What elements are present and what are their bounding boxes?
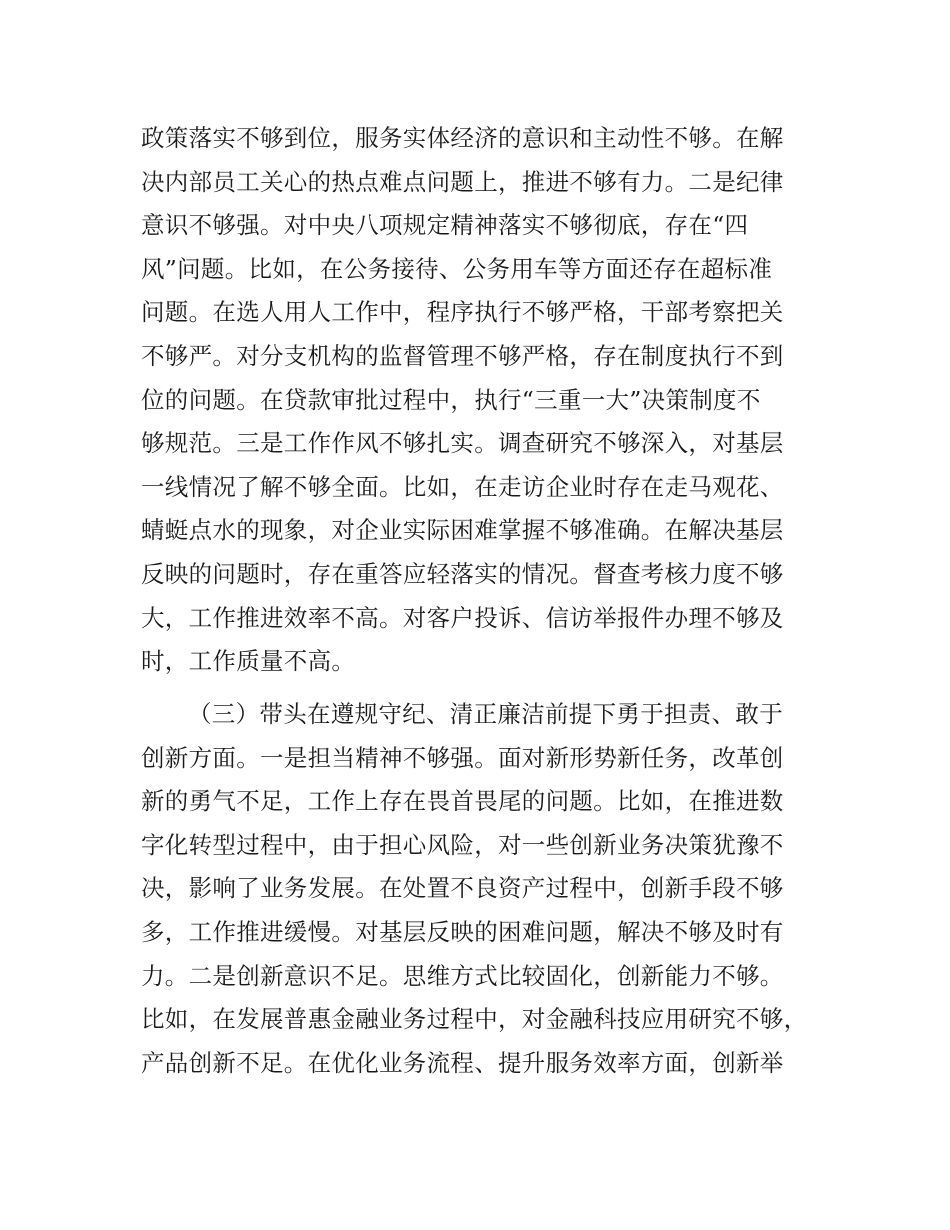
text-line: 意识不够强。对中央八项规定精神落实不够彻底，存在“四 bbox=[141, 211, 749, 240]
text-line: 不够严。对分支机构的监督管理不够严格，存在制度执行不到 bbox=[141, 341, 784, 370]
text-line: 决，影响了业务发展。在处置不良资产过程中，创新手段不够 bbox=[141, 874, 784, 903]
text-line: 字化转型过程中，由于担心风险，对一些创新业务决策犹豫不 bbox=[141, 830, 784, 859]
text-line: 产品创新不足。在优化业务流程、提升服务效率方面，创新举 bbox=[141, 1048, 784, 1077]
text-line: 时，工作质量不高。 bbox=[141, 647, 356, 676]
text-line: 新的勇气不足，工作上存在畏首畏尾的问题。比如，在推进数 bbox=[141, 787, 784, 816]
text-line: 蜻蜓点水的现象，对企业实际困难掌握不够准确。在解决基层 bbox=[141, 516, 784, 545]
text-line: 多，工作推进缓慢。对基层反映的困难问题，解决不够及时有 bbox=[141, 917, 784, 946]
text-line: 大，工作推进效率不高。对客户投诉、信访举报件办理不够及 bbox=[141, 603, 784, 632]
text-line: 政策落实不够到位，服务实体经济的意识和主动性不够。在解 bbox=[141, 124, 784, 152]
text-line: 力。二是创新意识不足。思维方式比较固化，创新能力不够。 bbox=[141, 961, 784, 990]
text-line: 问题。在选人用人工作中，程序执行不够严格，干部考察把关 bbox=[141, 298, 784, 327]
text-line: 够规范。三是工作作风不够扎实。调查研究不够深入，对基层 bbox=[141, 429, 784, 458]
text-line: 决内部员工关心的热点难点问题上，推进不够有力。二是纪律 bbox=[141, 167, 784, 196]
body-paragraph-1 bbox=[141, 117, 811, 684]
text-line: 反映的问题时，存在重答应轻落实的情况。督查考核力度不够 bbox=[141, 559, 784, 588]
text-line: 比如，在发展普惠金融业务过程中，对金融科技应用研究不够， bbox=[141, 1005, 808, 1034]
text-line: 创新方面。一是担当精神不够强。面对新形势新任务，改革创 bbox=[141, 743, 784, 772]
text-line: 一线情况了解不够全面。比如，在走访企业时存在走马观花、 bbox=[141, 472, 784, 501]
text-line: 位的问题。在贷款审批过程中，执行“三重一大”决策制度不 bbox=[141, 385, 761, 414]
text-line: 风”问题。比如，在公务接待、公务用车等方面还存在超标准 bbox=[141, 254, 773, 283]
section-heading-line: （三）带头在遵规守纪、清正廉洁前提下勇于担责、敢于 bbox=[188, 700, 783, 728]
body-paragraph-2 bbox=[141, 693, 811, 1085]
